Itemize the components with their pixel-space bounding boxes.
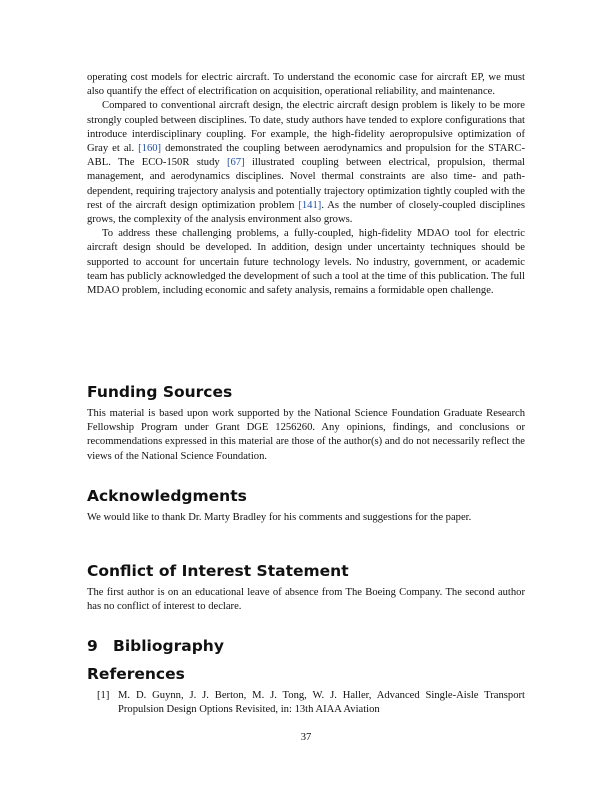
citation-link[interactable]: [160] — [138, 143, 162, 155]
acknowledgments-heading: Acknowledgments — [87, 487, 247, 505]
paragraph — [87, 99, 525, 227]
text-run: . As the number of closely-coupled disciplines grows, the complexity of the analysis environment also grows. — [87, 199, 525, 226]
citation-link[interactable]: [141] — [298, 199, 322, 211]
section-number: 9 — [87, 637, 98, 655]
reference-item — [87, 689, 525, 717]
page-number: 37 — [300, 732, 312, 743]
intro-text — [87, 71, 525, 298]
text-run: demonstrated the coupling between aerodynamics and propulsion for the STARC-ABL. The ECO-150R study — [87, 143, 526, 169]
paragraph: The first author is on an educational leave of absence from The Boeing Company. The second author has no conflict of interest to declare. — [87, 587, 525, 613]
acknowledgments-section — [87, 511, 525, 525]
funding-section — [87, 407, 525, 464]
reference-number: [1] — [97, 690, 110, 701]
paragraph: We would like to thank Dr. Marty Bradley for his comments and suggestions for the paper. — [87, 512, 472, 523]
section-title: Bibliography — [113, 637, 224, 655]
reference-text: M. D. Guynn, J. J. Berton, M. J. Tong, W. J. Haller, Advanced Single-Aisle Transport Propulsion Design Options Revisited, in: 13th AIAA Aviation — [118, 690, 525, 716]
text-run: Compared to conventional aircraft design, the electric aircraft design problem is likely to be more strongly coupled between disciplines. To date, study authors have tended to explore configurations that introduce interdisciplinary coupling. For example, the high-fidelity aeropropulsive optimization of Gray et al. — [87, 100, 525, 155]
paragraph: operating cost models for electric aircraft. To understand the economic case for aircraft EP, we must also quantify the effect of electrification on acquisition, operational reliability, and maintenance. — [87, 72, 525, 98]
text-run: illustrated coupling between electrical, propulsion, thermal management, and aerodynamics disciplines. Novel thermal constraints are also time- and path-dependent, requiring trajectory analysis and potentially trajectory optimization tightly coupled with the rest of the aircraft design optimization problem — [87, 157, 526, 211]
funding-heading: Funding Sources — [87, 383, 233, 401]
bibliography-heading — [87, 636, 224, 656]
paragraph: To address these challenging problems, a fully-coupled, high-fidelity MDAO tool for electric aircraft design should be developed. In addition, design under uncertainty techniques should be supported to account for uncertain future technology levels. No industry, government, or academic team has publicly acknowledged the development of such a tool at the time of this publication. The full MDAO problem, including economic and safety analysis, remains a formidable open challenge. — [87, 228, 525, 297]
citation-link[interactable]: [67] — [226, 157, 245, 169]
references-heading: References — [87, 665, 185, 683]
conflict-section — [87, 586, 525, 614]
conflict-heading: Conflict of Interest Statement — [87, 562, 349, 580]
paragraph: This material is based upon work supported by the National Science Foundation Graduate Research Fellowship Program under Grant DGE 1256260. Any opinions, findings, and conclusions or recommendations expressed in this material are those of the author(s) and do not necessarily reflect the views of the National Science Foundation. — [87, 408, 525, 462]
